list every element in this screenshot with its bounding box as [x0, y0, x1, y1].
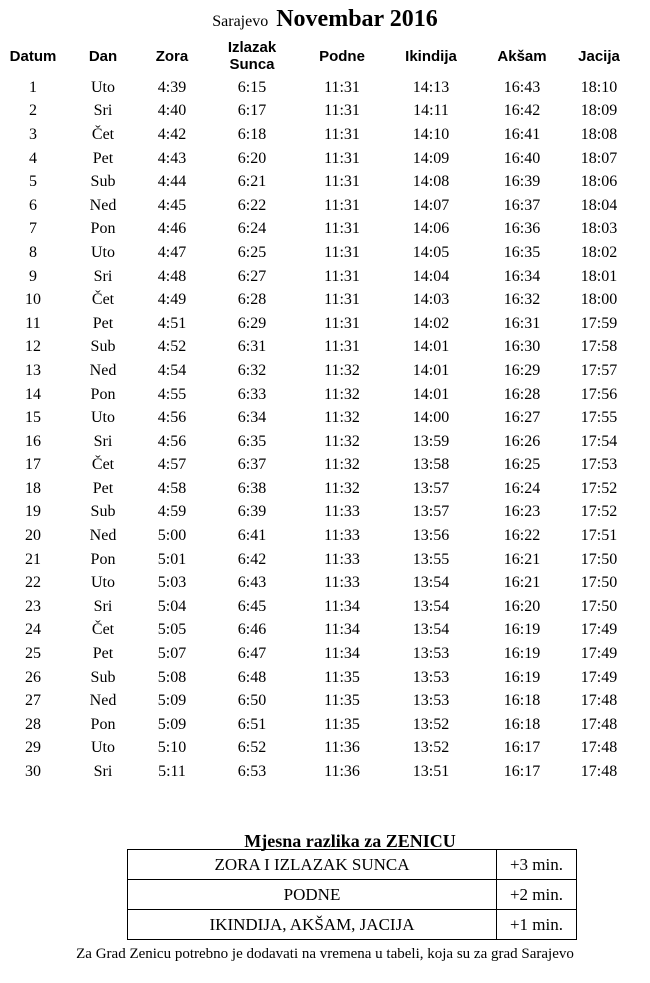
jacija-cell: 18:07	[580, 149, 618, 167]
date-cell: 3	[29, 125, 37, 143]
aksam-cell: 16:19	[503, 645, 541, 663]
podne-cell: 11:35	[324, 715, 360, 733]
table-row	[2, 737, 634, 761]
podne-cell: 11:31	[324, 314, 360, 332]
day-cell: Čet	[91, 125, 115, 143]
table-row	[128, 850, 577, 880]
aksam-cell: 16:39	[503, 173, 541, 191]
jacija-cell: 18:04	[580, 196, 618, 214]
zora-cell: 4:39	[157, 78, 187, 96]
zora-cell: 4:51	[157, 314, 187, 332]
zora-cell: 4:45	[157, 196, 187, 214]
podne-cell: 11:31	[324, 267, 360, 285]
column-header-label: Izlazak Sunca	[227, 39, 277, 73]
ikindija-cell: 13:53	[412, 692, 450, 710]
footer-note: Za Grad Zenicu potrebno je dodavati na vremena u tabeli, koja su za grad Sarajevo	[76, 946, 574, 962]
date-cell: 10	[25, 291, 41, 309]
jacija-cell: 17:49	[580, 645, 618, 663]
izlazak-cell: 6:28	[237, 291, 267, 309]
jacija-cell: 17:49	[580, 621, 618, 639]
podne-cell: 11:33	[324, 550, 360, 568]
table-row	[2, 194, 634, 218]
table-row	[2, 336, 634, 360]
difference-value: +1 min.	[497, 910, 577, 940]
date-cell: 21	[25, 550, 41, 568]
zora-cell: 5:09	[157, 715, 187, 733]
izlazak-cell: 6:35	[237, 432, 267, 450]
column-header: Podne	[319, 47, 365, 65]
ikindija-cell: 14:13	[412, 78, 450, 96]
ikindija-cell: 14:01	[412, 385, 450, 403]
jacija-cell: 18:00	[580, 291, 618, 309]
date-cell: 14	[25, 385, 41, 403]
date-cell: 12	[25, 338, 41, 356]
day-cell: Uto	[91, 78, 115, 96]
zora-cell: 4:54	[157, 361, 187, 379]
ikindija-cell: 13:57	[412, 479, 450, 497]
jacija-cell: 17:49	[580, 668, 618, 686]
jacija-cell: 17:56	[580, 385, 618, 403]
podne-cell: 11:32	[324, 385, 360, 403]
aksam-cell: 16:19	[503, 668, 541, 686]
jacija-cell: 17:48	[580, 763, 618, 781]
aksam-cell: 16:41	[503, 125, 541, 143]
date-cell: 25	[25, 645, 41, 663]
ikindija-cell: 13:52	[412, 739, 450, 757]
date-cell: 19	[25, 503, 41, 521]
difference-label: ZORA I IZLAZAK SUNCA	[128, 850, 497, 880]
jacija-cell: 17:52	[580, 503, 618, 521]
jacija-cell: 17:50	[580, 550, 618, 568]
date-cell: 7	[29, 220, 37, 238]
day-cell: Sub	[90, 503, 116, 521]
zora-cell: 4:48	[157, 267, 187, 285]
aksam-cell: 16:36	[503, 220, 541, 238]
zora-cell: 4:56	[157, 409, 187, 427]
zora-cell: 4:56	[157, 432, 187, 450]
zora-cell: 5:11	[158, 763, 186, 781]
podne-cell: 11:35	[324, 692, 360, 710]
date-cell: 8	[29, 243, 37, 261]
day-cell: Uto	[91, 574, 115, 592]
izlazak-cell: 6:45	[237, 597, 267, 615]
day-cell: Sub	[90, 173, 116, 191]
table-header-row	[2, 36, 634, 76]
podne-cell: 11:36	[324, 739, 360, 757]
date-cell: 24	[25, 621, 41, 639]
table-row	[2, 359, 634, 383]
jacija-cell: 17:51	[580, 527, 618, 545]
day-cell: Pon	[90, 550, 116, 568]
date-cell: 15	[25, 409, 41, 427]
podne-cell: 11:31	[324, 173, 360, 191]
aksam-cell: 16:27	[503, 409, 541, 427]
podne-cell: 11:31	[324, 291, 360, 309]
podne-cell: 11:32	[324, 456, 360, 474]
izlazak-cell: 6:53	[237, 763, 267, 781]
izlazak-cell: 6:18	[237, 125, 267, 143]
aksam-cell: 16:42	[503, 102, 541, 120]
jacija-cell: 18:08	[580, 125, 618, 143]
zora-cell: 5:05	[157, 621, 187, 639]
zora-cell: 5:09	[157, 692, 187, 710]
podne-cell: 11:33	[324, 527, 360, 545]
jacija-cell: 18:09	[580, 102, 618, 120]
ikindija-cell: 14:04	[412, 267, 450, 285]
aksam-cell: 16:21	[503, 550, 541, 568]
ikindija-cell: 14:08	[412, 173, 450, 191]
table-row	[2, 218, 634, 242]
date-cell: 16	[25, 432, 41, 450]
izlazak-cell: 6:22	[237, 196, 267, 214]
jacija-cell: 17:48	[580, 739, 618, 757]
local-difference-table	[127, 849, 577, 940]
day-cell: Pon	[90, 220, 116, 238]
podne-cell: 11:31	[324, 196, 360, 214]
aksam-cell: 16:30	[503, 338, 541, 356]
table-row	[2, 454, 634, 478]
podne-cell: 11:31	[324, 220, 360, 238]
table-row	[2, 123, 634, 147]
zora-cell: 5:03	[157, 574, 187, 592]
jacija-cell: 17:50	[580, 597, 618, 615]
izlazak-cell: 6:48	[237, 668, 267, 686]
column-header: Jacija	[578, 47, 620, 65]
izlazak-cell: 6:52	[237, 739, 267, 757]
table-row	[2, 619, 634, 643]
city-name: Sarajevo	[212, 13, 269, 30]
difference-label: PODNE	[128, 880, 497, 910]
izlazak-cell: 6:46	[237, 621, 267, 639]
zora-cell: 4:49	[157, 291, 187, 309]
date-cell: 13	[25, 361, 41, 379]
table-row	[2, 595, 634, 619]
zora-cell: 4:55	[157, 385, 187, 403]
jacija-cell: 17:54	[580, 432, 618, 450]
ikindija-cell: 13:52	[412, 715, 450, 733]
ikindija-cell: 13:53	[412, 645, 450, 663]
jacija-cell: 18:06	[580, 173, 618, 191]
date-cell: 11	[25, 314, 41, 332]
podne-cell: 11:36	[324, 763, 360, 781]
izlazak-cell: 6:21	[237, 173, 267, 191]
zora-cell: 4:59	[157, 503, 187, 521]
day-cell: Sri	[93, 763, 113, 781]
difference-value: +2 min.	[497, 880, 577, 910]
table-row	[2, 170, 634, 194]
izlazak-cell: 6:47	[237, 645, 267, 663]
podne-cell: 11:31	[324, 78, 360, 96]
day-cell: Čet	[91, 621, 115, 639]
podne-cell: 11:32	[324, 409, 360, 427]
date-cell: 26	[25, 668, 41, 686]
table-row	[2, 312, 634, 336]
zora-cell: 4:42	[157, 125, 187, 143]
column-header: Zora	[155, 47, 189, 65]
date-cell: 4	[29, 149, 37, 167]
jacija-cell: 18:03	[580, 220, 618, 238]
izlazak-cell: 6:39	[237, 503, 267, 521]
aksam-cell: 16:31	[503, 314, 541, 332]
podne-cell: 11:34	[324, 645, 360, 663]
ikindija-cell: 13:56	[412, 527, 450, 545]
ikindija-cell: 13:59	[412, 432, 450, 450]
column-header: Akšam	[497, 47, 547, 65]
day-cell: Uto	[91, 739, 115, 757]
date-cell: 23	[25, 597, 41, 615]
table-row	[2, 571, 634, 595]
jacija-cell: 17:48	[580, 715, 618, 733]
day-cell: Pon	[90, 715, 116, 733]
table-row	[2, 100, 634, 124]
day-cell: Sri	[93, 432, 113, 450]
podne-cell: 11:31	[324, 125, 360, 143]
date-cell: 20	[25, 527, 41, 545]
izlazak-cell: 6:42	[237, 550, 267, 568]
aksam-cell: 16:26	[503, 432, 541, 450]
izlazak-cell: 6:27	[237, 267, 267, 285]
ikindija-cell: 14:00	[412, 409, 450, 427]
table-row	[2, 713, 634, 737]
table-row	[2, 147, 634, 171]
day-cell: Ned	[89, 692, 117, 710]
ikindija-cell: 13:58	[412, 456, 450, 474]
aksam-cell: 16:43	[503, 78, 541, 96]
podne-cell: 11:31	[324, 102, 360, 120]
difference-value: +3 min.	[497, 850, 577, 880]
izlazak-cell: 6:20	[237, 149, 267, 167]
difference-label: IKINDIJA, AKŠAM, JACIJA	[128, 910, 497, 940]
table-row	[2, 288, 634, 312]
aksam-cell: 16:28	[503, 385, 541, 403]
day-cell: Pet	[92, 645, 114, 663]
table-row	[2, 430, 634, 454]
aksam-cell: 16:19	[503, 621, 541, 639]
podne-cell: 11:32	[324, 432, 360, 450]
zora-cell: 4:40	[157, 102, 187, 120]
jacija-cell: 18:01	[580, 267, 618, 285]
day-cell: Uto	[91, 243, 115, 261]
table-row	[2, 241, 634, 265]
ikindija-cell: 13:54	[412, 574, 450, 592]
podne-cell: 11:32	[324, 479, 360, 497]
day-cell: Sri	[93, 102, 113, 120]
ikindija-cell: 13:53	[412, 668, 450, 686]
izlazak-cell: 6:38	[237, 479, 267, 497]
izlazak-cell: 6:34	[237, 409, 267, 427]
jacija-cell: 17:53	[580, 456, 618, 474]
table-row	[2, 477, 634, 501]
zora-cell: 5:07	[157, 645, 187, 663]
table-row	[2, 406, 634, 430]
zora-cell: 4:58	[157, 479, 187, 497]
prayer-times-table	[2, 36, 634, 784]
day-cell: Pet	[92, 479, 114, 497]
jacija-cell: 18:10	[580, 78, 618, 96]
zora-cell: 5:08	[157, 668, 187, 686]
day-cell: Sri	[93, 267, 113, 285]
column-header: Dan	[88, 47, 118, 65]
aksam-cell: 16:25	[503, 456, 541, 474]
podne-cell: 11:33	[324, 503, 360, 521]
date-cell: 17	[25, 456, 41, 474]
page-title	[0, 6, 650, 33]
date-cell: 28	[25, 715, 41, 733]
table-row	[2, 666, 634, 690]
date-cell: 9	[29, 267, 37, 285]
podne-cell: 11:31	[324, 338, 360, 356]
zora-cell: 4:52	[157, 338, 187, 356]
aksam-cell: 16:32	[503, 291, 541, 309]
izlazak-cell: 6:32	[237, 361, 267, 379]
podne-cell: 11:34	[324, 597, 360, 615]
date-cell: 6	[29, 196, 37, 214]
date-cell: 30	[25, 763, 41, 781]
izlazak-cell: 6:17	[237, 102, 267, 120]
column-header: Datum	[9, 47, 57, 65]
ikindija-cell: 14:10	[412, 125, 450, 143]
ikindija-cell: 13:55	[412, 550, 450, 568]
zora-cell: 5:01	[157, 550, 187, 568]
aksam-cell: 16:21	[503, 574, 541, 592]
aksam-cell: 16:34	[503, 267, 541, 285]
zora-cell: 5:00	[157, 527, 187, 545]
izlazak-cell: 6:41	[237, 527, 267, 545]
aksam-cell: 16:35	[503, 243, 541, 261]
table-body	[2, 76, 634, 784]
ikindija-cell: 14:09	[412, 149, 450, 167]
ikindija-cell: 14:07	[412, 196, 450, 214]
aksam-cell: 16:40	[503, 149, 541, 167]
day-cell: Ned	[89, 196, 117, 214]
day-cell: Pet	[92, 149, 114, 167]
izlazak-cell: 6:31	[237, 338, 267, 356]
podne-cell: 11:35	[324, 668, 360, 686]
podne-cell: 11:33	[324, 574, 360, 592]
podne-cell: 11:32	[324, 361, 360, 379]
table-row	[2, 76, 634, 100]
izlazak-cell: 6:15	[237, 78, 267, 96]
day-cell: Uto	[91, 409, 115, 427]
ikindija-cell: 14:05	[412, 243, 450, 261]
aksam-cell: 16:17	[503, 763, 541, 781]
izlazak-cell: 6:43	[237, 574, 267, 592]
ikindija-cell: 14:06	[412, 220, 450, 238]
zora-cell: 4:47	[157, 243, 187, 261]
aksam-cell: 16:17	[503, 739, 541, 757]
date-cell: 29	[25, 739, 41, 757]
izlazak-cell: 6:50	[237, 692, 267, 710]
ikindija-cell: 14:03	[412, 291, 450, 309]
date-cell: 1	[29, 78, 37, 96]
jacija-cell: 17:59	[580, 314, 618, 332]
day-cell: Sub	[90, 668, 116, 686]
date-cell: 22	[25, 574, 41, 592]
date-cell: 27	[25, 692, 41, 710]
jacija-cell: 18:02	[580, 243, 618, 261]
aksam-cell: 16:18	[503, 692, 541, 710]
zora-cell: 4:46	[157, 220, 187, 238]
izlazak-cell: 6:29	[237, 314, 267, 332]
zora-cell: 4:44	[157, 173, 187, 191]
column-header: Ikindija	[405, 47, 457, 65]
ikindija-cell: 14:02	[412, 314, 450, 332]
local-difference-title: Mjesna razlika za ZENICU	[244, 831, 456, 851]
day-cell: Čet	[91, 291, 115, 309]
aksam-cell: 16:23	[503, 503, 541, 521]
day-cell: Ned	[89, 527, 117, 545]
izlazak-cell: 6:33	[237, 385, 267, 403]
jacija-cell: 17:50	[580, 574, 618, 592]
table-row	[128, 910, 577, 940]
table-row	[2, 548, 634, 572]
aksam-cell: 16:18	[503, 715, 541, 733]
table-row	[2, 689, 634, 713]
aksam-cell: 16:29	[503, 361, 541, 379]
jacija-cell: 17:58	[580, 338, 618, 356]
day-cell: Ned	[89, 361, 117, 379]
ikindija-cell: 14:01	[412, 338, 450, 356]
zora-cell: 4:57	[157, 456, 187, 474]
ikindija-cell: 14:11	[413, 102, 449, 120]
table-row	[2, 265, 634, 289]
podne-cell: 11:31	[324, 243, 360, 261]
day-cell: Čet	[91, 456, 115, 474]
ikindija-cell: 13:54	[412, 597, 450, 615]
aksam-cell: 16:37	[503, 196, 541, 214]
column-header	[202, 36, 302, 76]
table-row	[2, 501, 634, 525]
jacija-cell: 17:55	[580, 409, 618, 427]
ikindija-cell: 14:01	[412, 361, 450, 379]
date-cell: 5	[29, 173, 37, 191]
zora-cell: 5:10	[157, 739, 187, 757]
day-cell: Sub	[90, 338, 116, 356]
ikindija-cell: 13:54	[412, 621, 450, 639]
jacija-cell: 17:48	[580, 692, 618, 710]
zora-cell: 4:43	[157, 149, 187, 167]
ikindija-cell: 13:51	[412, 763, 450, 781]
aksam-cell: 16:20	[503, 597, 541, 615]
izlazak-cell: 6:51	[237, 715, 267, 733]
jacija-cell: 17:57	[580, 361, 618, 379]
date-cell: 18	[25, 479, 41, 497]
izlazak-cell: 6:37	[237, 456, 267, 474]
izlazak-cell: 6:24	[237, 220, 267, 238]
table-row	[2, 383, 634, 407]
day-cell: Pon	[90, 385, 116, 403]
zora-cell: 5:04	[157, 597, 187, 615]
day-cell: Pet	[92, 314, 114, 332]
podne-cell: 11:34	[324, 621, 360, 639]
aksam-cell: 16:24	[503, 479, 541, 497]
podne-cell: 11:31	[324, 149, 360, 167]
izlazak-cell: 6:25	[237, 243, 267, 261]
table-row	[2, 524, 634, 548]
table-row	[2, 642, 634, 666]
jacija-cell: 17:52	[580, 479, 618, 497]
aksam-cell: 16:22	[503, 527, 541, 545]
table-row	[128, 880, 577, 910]
ikindija-cell: 13:57	[412, 503, 450, 521]
table-row	[2, 760, 634, 784]
day-cell: Sri	[93, 597, 113, 615]
date-cell: 2	[29, 102, 37, 120]
month-title: Novembar 2016	[276, 6, 438, 32]
